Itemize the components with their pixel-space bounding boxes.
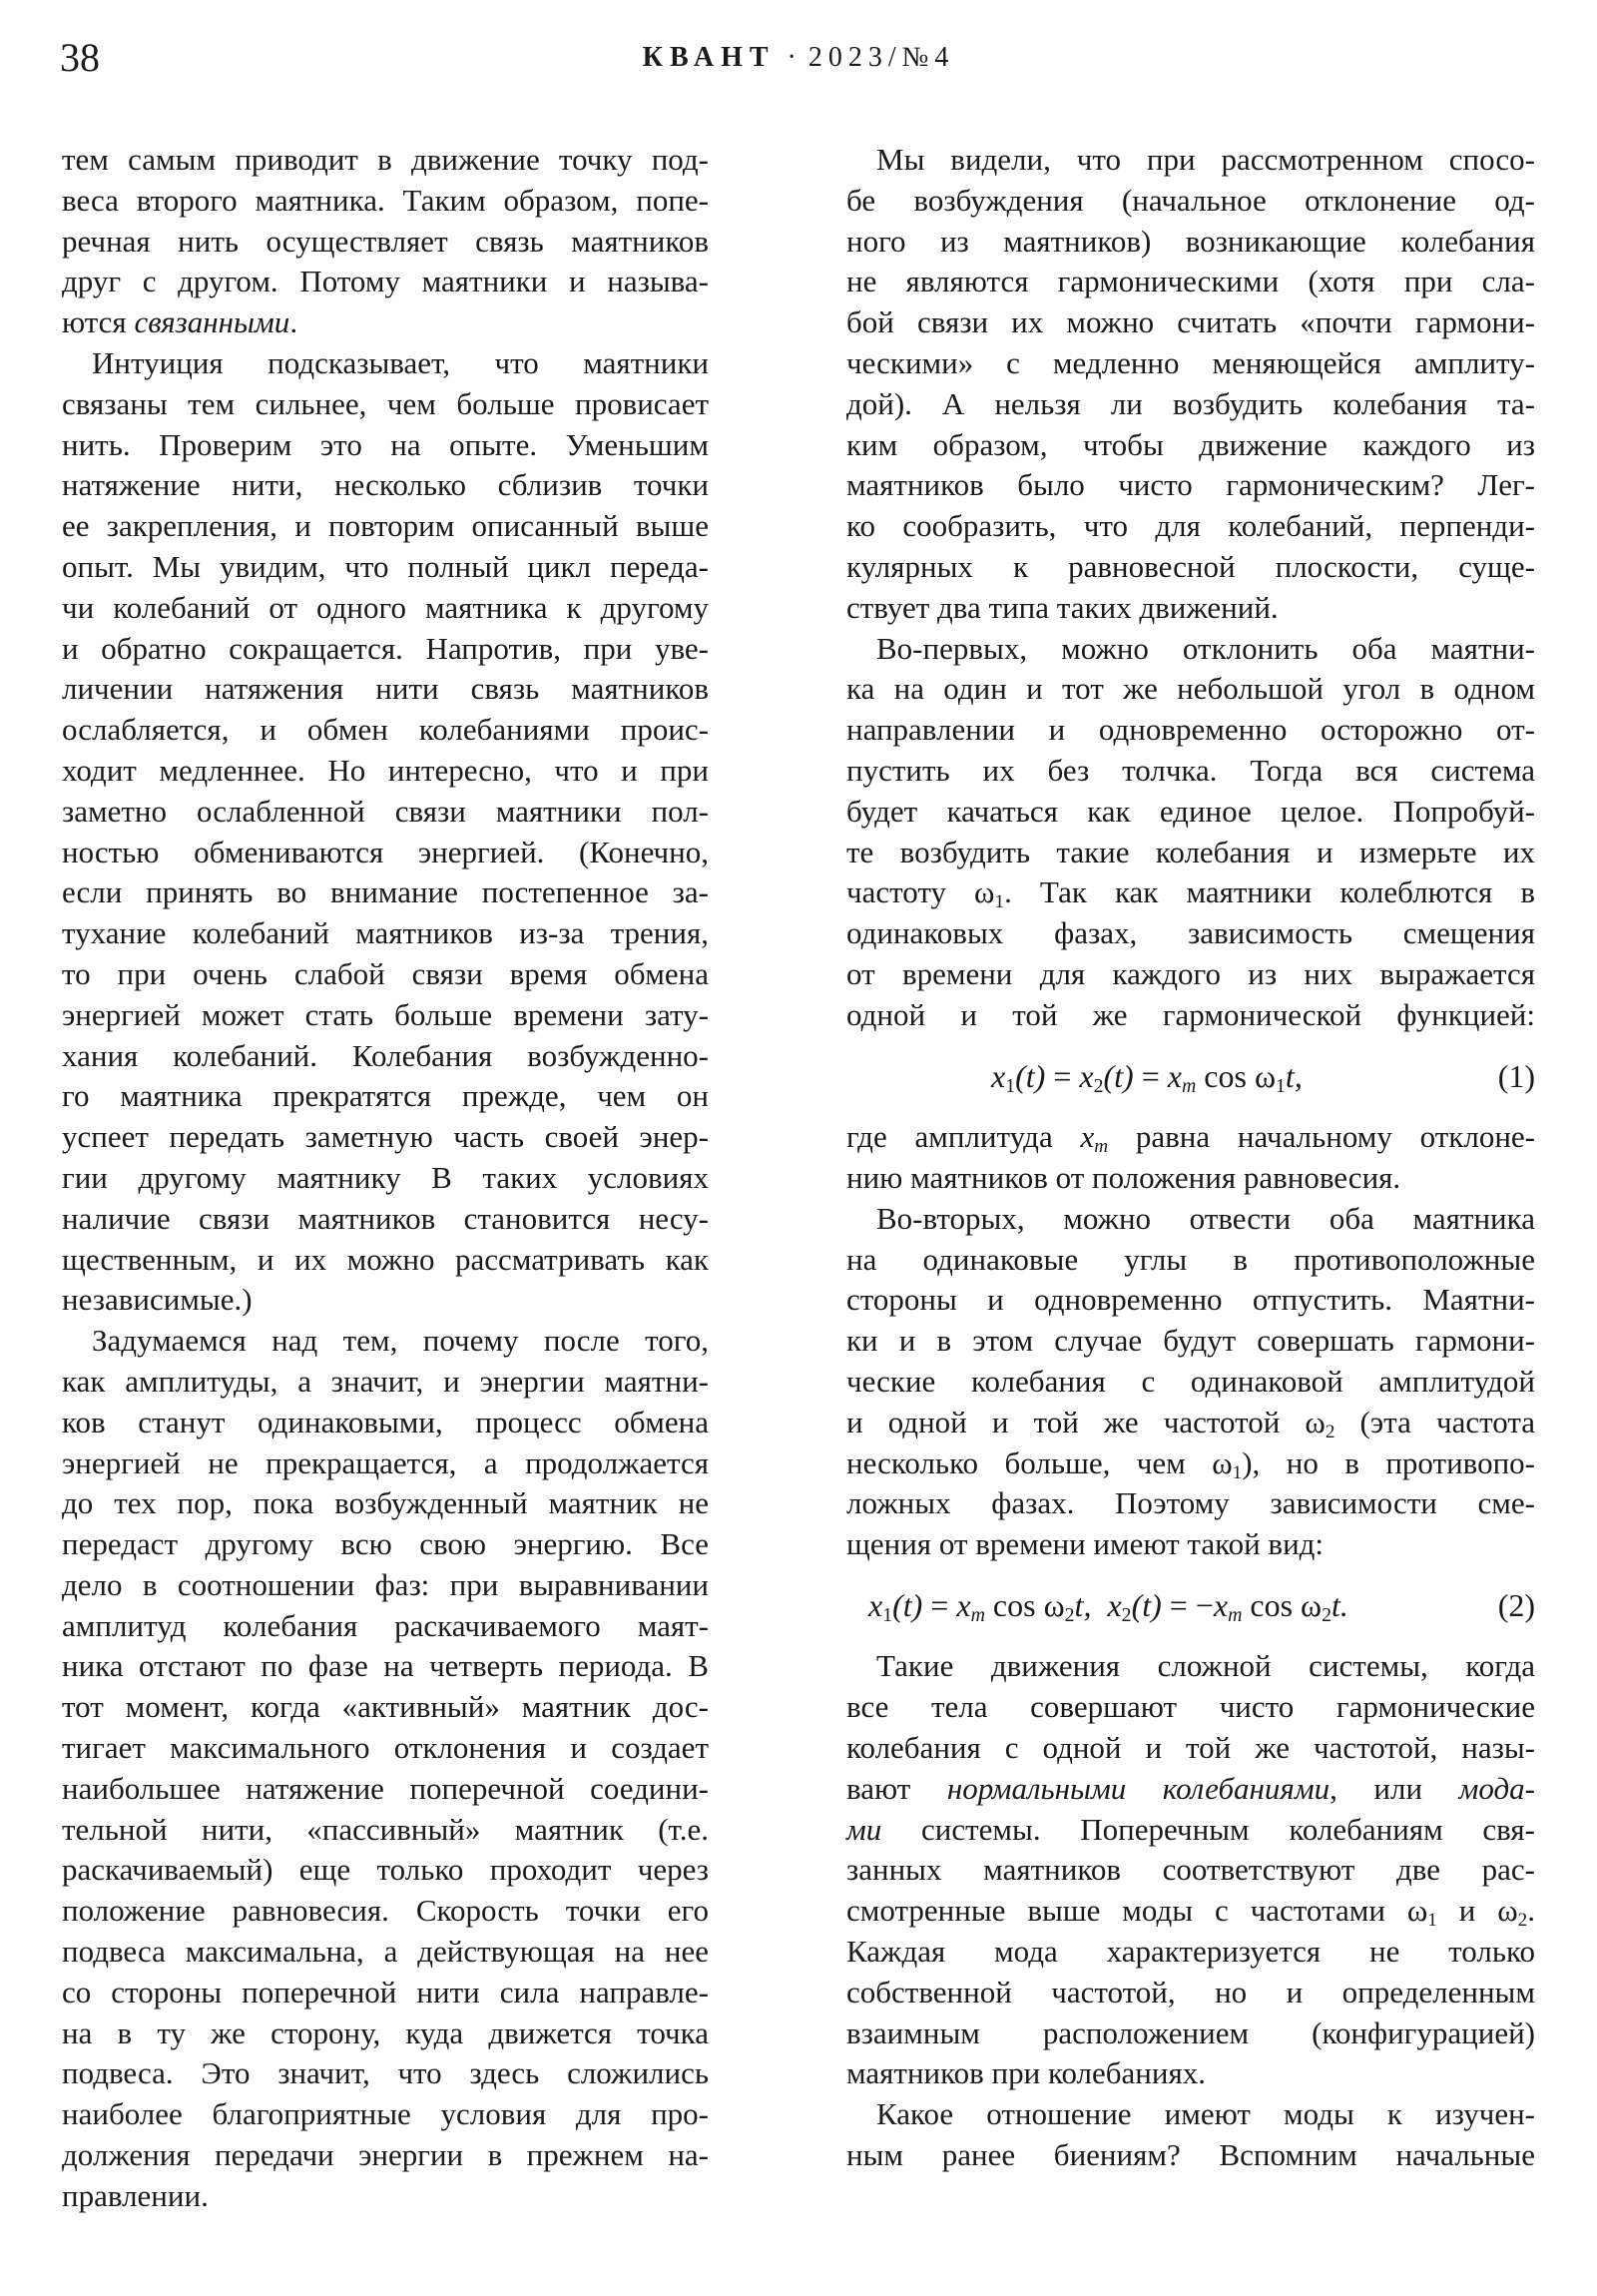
text-line: тот момент, когда «активный» маятник дос- [62, 1689, 709, 1725]
text-line: нить. Проверим это на опыте. Уменьшим [62, 426, 709, 462]
text-line [846, 872, 1535, 913]
text-line: тигает максимального отклонения и создает [62, 1730, 709, 1766]
text-line [62, 302, 709, 343]
text-line: на одинаковые углы в противоположные [846, 1241, 1535, 1277]
text-line: все тела совершают чисто гармонические [846, 1689, 1535, 1725]
text-fragment: системы. Поперечным колебаниям свя- [881, 1811, 1535, 1847]
text-line: ки и в этом случае будут совершать гармони- [846, 1323, 1535, 1359]
subscript: 2 [1325, 1421, 1335, 1442]
text-line: ным ранее биениям? Вспомним начальные [846, 2137, 1535, 2173]
subscript: 1 [1427, 1910, 1437, 1932]
text-line: со стороны поперечной нити сила направле- [62, 1974, 709, 2009]
text-line: ходит медленнее. Но интересно, что и при [62, 752, 709, 788]
text-line: собственной частотой, но и определенным [846, 1974, 1535, 2009]
text-fragment: , или [1330, 1770, 1459, 1806]
equation-1-expression: $x_1(t) = x_2(t) = x_m$ $\cos \omega_1t$, [991, 1057, 1303, 1097]
running-head [0, 44, 1597, 72]
text-line: передаст другому всю свою энергию. Все [62, 1526, 709, 1562]
text-fragment: . [289, 304, 298, 340]
paragraph-start-line: Во-вторых, можно отвести оба маятника [876, 1200, 1535, 1236]
equation-2 [846, 1565, 1535, 1647]
text-line: Каждая мода характеризуется не только [846, 1934, 1535, 1970]
text-line: направлении и одновременно осторожно от- [846, 712, 1535, 748]
text-line: тем самым приводит в движение точку под- [62, 142, 709, 177]
text-line: ко сообразить, что для колебаний, перпенди- [846, 508, 1535, 544]
text-line: ствует два типа таких движений. [846, 589, 1279, 625]
paragraph-start-line: Во-первых, можно отклонить оба маятни- [876, 630, 1535, 666]
text-line: ослабляется, и обмен колебаниями проис- [62, 712, 709, 748]
text-line: не являются гармоническими (хотя при сла- [846, 264, 1535, 299]
text-line: до тех пор, пока возбужденный маятник не [62, 1485, 709, 1521]
subscript: 2 [1517, 1910, 1528, 1932]
term-coupled: связанными [134, 304, 290, 340]
text-line: дело в соотношении фаз: при выравнивании [62, 1566, 709, 1602]
text-line: наличие связи маятников становится несу- [62, 1200, 709, 1236]
paragraph-start-line: Мы видели, что при рассмотренном спосо- [876, 142, 1535, 177]
text-line [846, 1891, 1535, 1932]
amplitude-symbol: x [1080, 1119, 1095, 1155]
text-line: друг с другом. Потому маятники и называ- [62, 264, 709, 299]
text-line: ков станут одинаковыми, процесс обмена [62, 1404, 709, 1439]
text-line: положение равновесия. Скорость точки его [62, 1893, 709, 1929]
text-line: ческими» с медленно меняющейся амплиту- [846, 344, 1535, 380]
text-fragment: вают [846, 1770, 947, 1806]
text-line: одинаковых фазах, зависимость смещения [846, 915, 1535, 951]
subscript: m [1094, 1135, 1109, 1157]
equation-1-number: (1) [1497, 1057, 1535, 1094]
term-modes-end: ми [846, 1811, 882, 1847]
text-line: нию маятников от положения равновесия. [846, 1159, 1401, 1195]
text-fragment: и ω [1436, 1893, 1518, 1929]
term-modes: мода- [1458, 1770, 1535, 1806]
text-line: одной и той же гармонической функцией: [846, 996, 1535, 1032]
text-line: правлении. [62, 2177, 209, 2213]
text-line: будет качаться как единое целое. Попробуй- [846, 793, 1535, 829]
text-line: заметно ослабленной связи маятники пол- [62, 793, 709, 829]
text-line [846, 1117, 1535, 1158]
text-line: ника отстают по фазе на четверть периода. В [62, 1648, 709, 1684]
paragraph-start-line: Какое отношение имеют моды к изучен- [876, 2096, 1535, 2132]
text-line: опыт. Мы увидим, что полный цикл переда- [62, 548, 709, 584]
equation-2-number: (2) [1497, 1587, 1535, 1624]
text-fragment: смотренные выше моды с частотами ω [846, 1893, 1428, 1929]
text-fragment: (эта частота [1334, 1404, 1535, 1439]
text-line: подвеса максимальна, а действующая на нее [62, 1934, 709, 1970]
text-line: и обратно сокращается. Напротив, при уве- [62, 630, 709, 666]
text-line: независимые.) [62, 1282, 253, 1318]
text-line: должения передачи энергии в прежнем на- [62, 2137, 709, 2173]
text-line: гии другому маятнику В таких условиях [62, 1159, 709, 1195]
text-fragment: где амплитуда [846, 1119, 1081, 1155]
text-line: маятников было чисто гармоническим? Лег- [846, 467, 1535, 503]
text-fragment: ), но в противопо- [1242, 1444, 1535, 1480]
text-line: то при очень слабой связи время обмена [62, 955, 709, 991]
paragraph-start-line: Интуиция подсказывает, что маятники [92, 344, 709, 380]
text-line: те возбудить такие колебания и измерьте их [846, 834, 1535, 869]
text-line: амплитуд колебания раскачиваемого маят- [62, 1607, 709, 1643]
text-line: связаны тем сильнее, чем больше провисает [62, 385, 709, 421]
text-line: кулярных к равновесной плоскости, суще- [846, 548, 1535, 584]
issue-number: 2023/№4 [807, 42, 955, 73]
text-fragment: и одной и той же частотой ω [846, 1404, 1326, 1439]
text-line: ким образом, чтобы движение каждого из [846, 426, 1535, 462]
header-separator: · [787, 42, 797, 73]
text-line: ческие колебания с одинаковой амплитудой [846, 1363, 1535, 1399]
text-line: взаимным расположением (конфигурацией) [846, 2014, 1535, 2050]
text-fragment: ются [62, 304, 135, 340]
text-fragment: . Так как маятники колеблются в [1004, 874, 1535, 910]
text-line: от времени для каждого из них выражается [846, 955, 1535, 991]
text-fragment: . [1527, 1893, 1535, 1929]
text-line: маятников при колебаниях. [846, 2055, 1206, 2091]
text-fragment: несколько больше, чем ω [846, 1444, 1233, 1480]
text-line: занных маятников соответствуют две рас- [846, 1852, 1535, 1888]
text-line: ного из маятников) возникающие колебания [846, 223, 1535, 259]
left-column [62, 140, 709, 2217]
text-line: раскачиваемый) еще только проходит через [62, 1852, 709, 1888]
journal-title: КВАНТ [642, 42, 776, 73]
text-line: как амплитуды, а значит, и энергии маятни- [62, 1363, 709, 1399]
text-line: речная нить осуществляет связь маятников [62, 223, 709, 259]
text-line: ностью обмениваются энергией. (Конечно, [62, 834, 709, 869]
text-line: на в ту же сторону, куда движется точка [62, 2014, 709, 2050]
text-line: щественным, и их можно рассматривать как [62, 1241, 709, 1277]
text-line [846, 1810, 1535, 1851]
text-line: ее закрепления, и повторим описанный выше [62, 508, 709, 544]
text-line: дой). А нельзя ли возбудить колебания та- [846, 385, 1535, 421]
text-line: колебания с одной и той же частотой, назы- [846, 1730, 1535, 1766]
right-column [846, 140, 1535, 2176]
paragraph-start-line: Такие движения сложной системы, когда [876, 1648, 1535, 1684]
text-line [846, 1443, 1535, 1484]
text-line: бой связи их можно считать «почти гармони- [846, 304, 1535, 340]
text-line: ка на один и тот же небольшой угол в одном [846, 671, 1535, 707]
text-fragment: равна начальному отклоне- [1108, 1119, 1535, 1155]
text-line: успеет передать заметную часть своей энер- [62, 1119, 709, 1155]
text-line: чи колебаний от одного маятника к другому [62, 589, 709, 625]
text-line [846, 1769, 1535, 1810]
text-line: личении натяжения нити связь маятников [62, 671, 709, 707]
text-line: наиболее благоприятные условия для про- [62, 2096, 709, 2132]
text-line: го маятника прекратятся прежде, чем он [62, 1078, 709, 1114]
text-line: тухание колебаний маятников из-за трения, [62, 915, 709, 951]
subscript: 1 [994, 891, 1005, 913]
text-line: энергией не прекращается, а продолжается [62, 1444, 709, 1480]
text-line: ложных фазах. Поэтому зависимости сме- [846, 1485, 1535, 1521]
page-number: 38 [60, 35, 100, 80]
equation-1 [846, 1036, 1535, 1118]
text-line: стороны и одновременно отпустить. Маятни- [846, 1282, 1535, 1318]
text-line: бе возбуждения (начальное отклонение од- [846, 182, 1535, 218]
text-line: наибольшее натяжение поперечной соедини- [62, 1770, 709, 1806]
text-line: тельной нити, «пассивный» маятник (т.е. [62, 1811, 709, 1847]
text-line: натяжение нити, несколько сблизив точки [62, 467, 709, 503]
text-line: энергией может стать больше времени зату- [62, 996, 709, 1032]
text-line: хания колебаний. Колебания возбужденно- [62, 1037, 709, 1073]
paragraph-start-line: Задумаемся над тем, почему после того, [92, 1323, 709, 1359]
text-line: подвеса. Это значит, что здесь сложились [62, 2055, 709, 2091]
text-line [846, 1403, 1535, 1443]
text-line: веса второго маятника. Таким образом, попе- [62, 182, 709, 218]
equation-2-expression: $x_1(t) = x_m$ $\cos \omega_2t$, $x_2(t) = -x_m$ $\cos \omega_2t$. [868, 1587, 1348, 1627]
text-fragment: частоту ω [846, 874, 995, 910]
text-line: если принять во внимание постепенное за- [62, 874, 709, 910]
subscript: 1 [1232, 1461, 1243, 1483]
text-line: пустить их без толчка. Тогда вся система [846, 752, 1535, 788]
text-line: щения от времени имеют такой вид: [846, 1526, 1325, 1562]
term-normal-oscillations: нормальными колебаниями [946, 1770, 1331, 1806]
